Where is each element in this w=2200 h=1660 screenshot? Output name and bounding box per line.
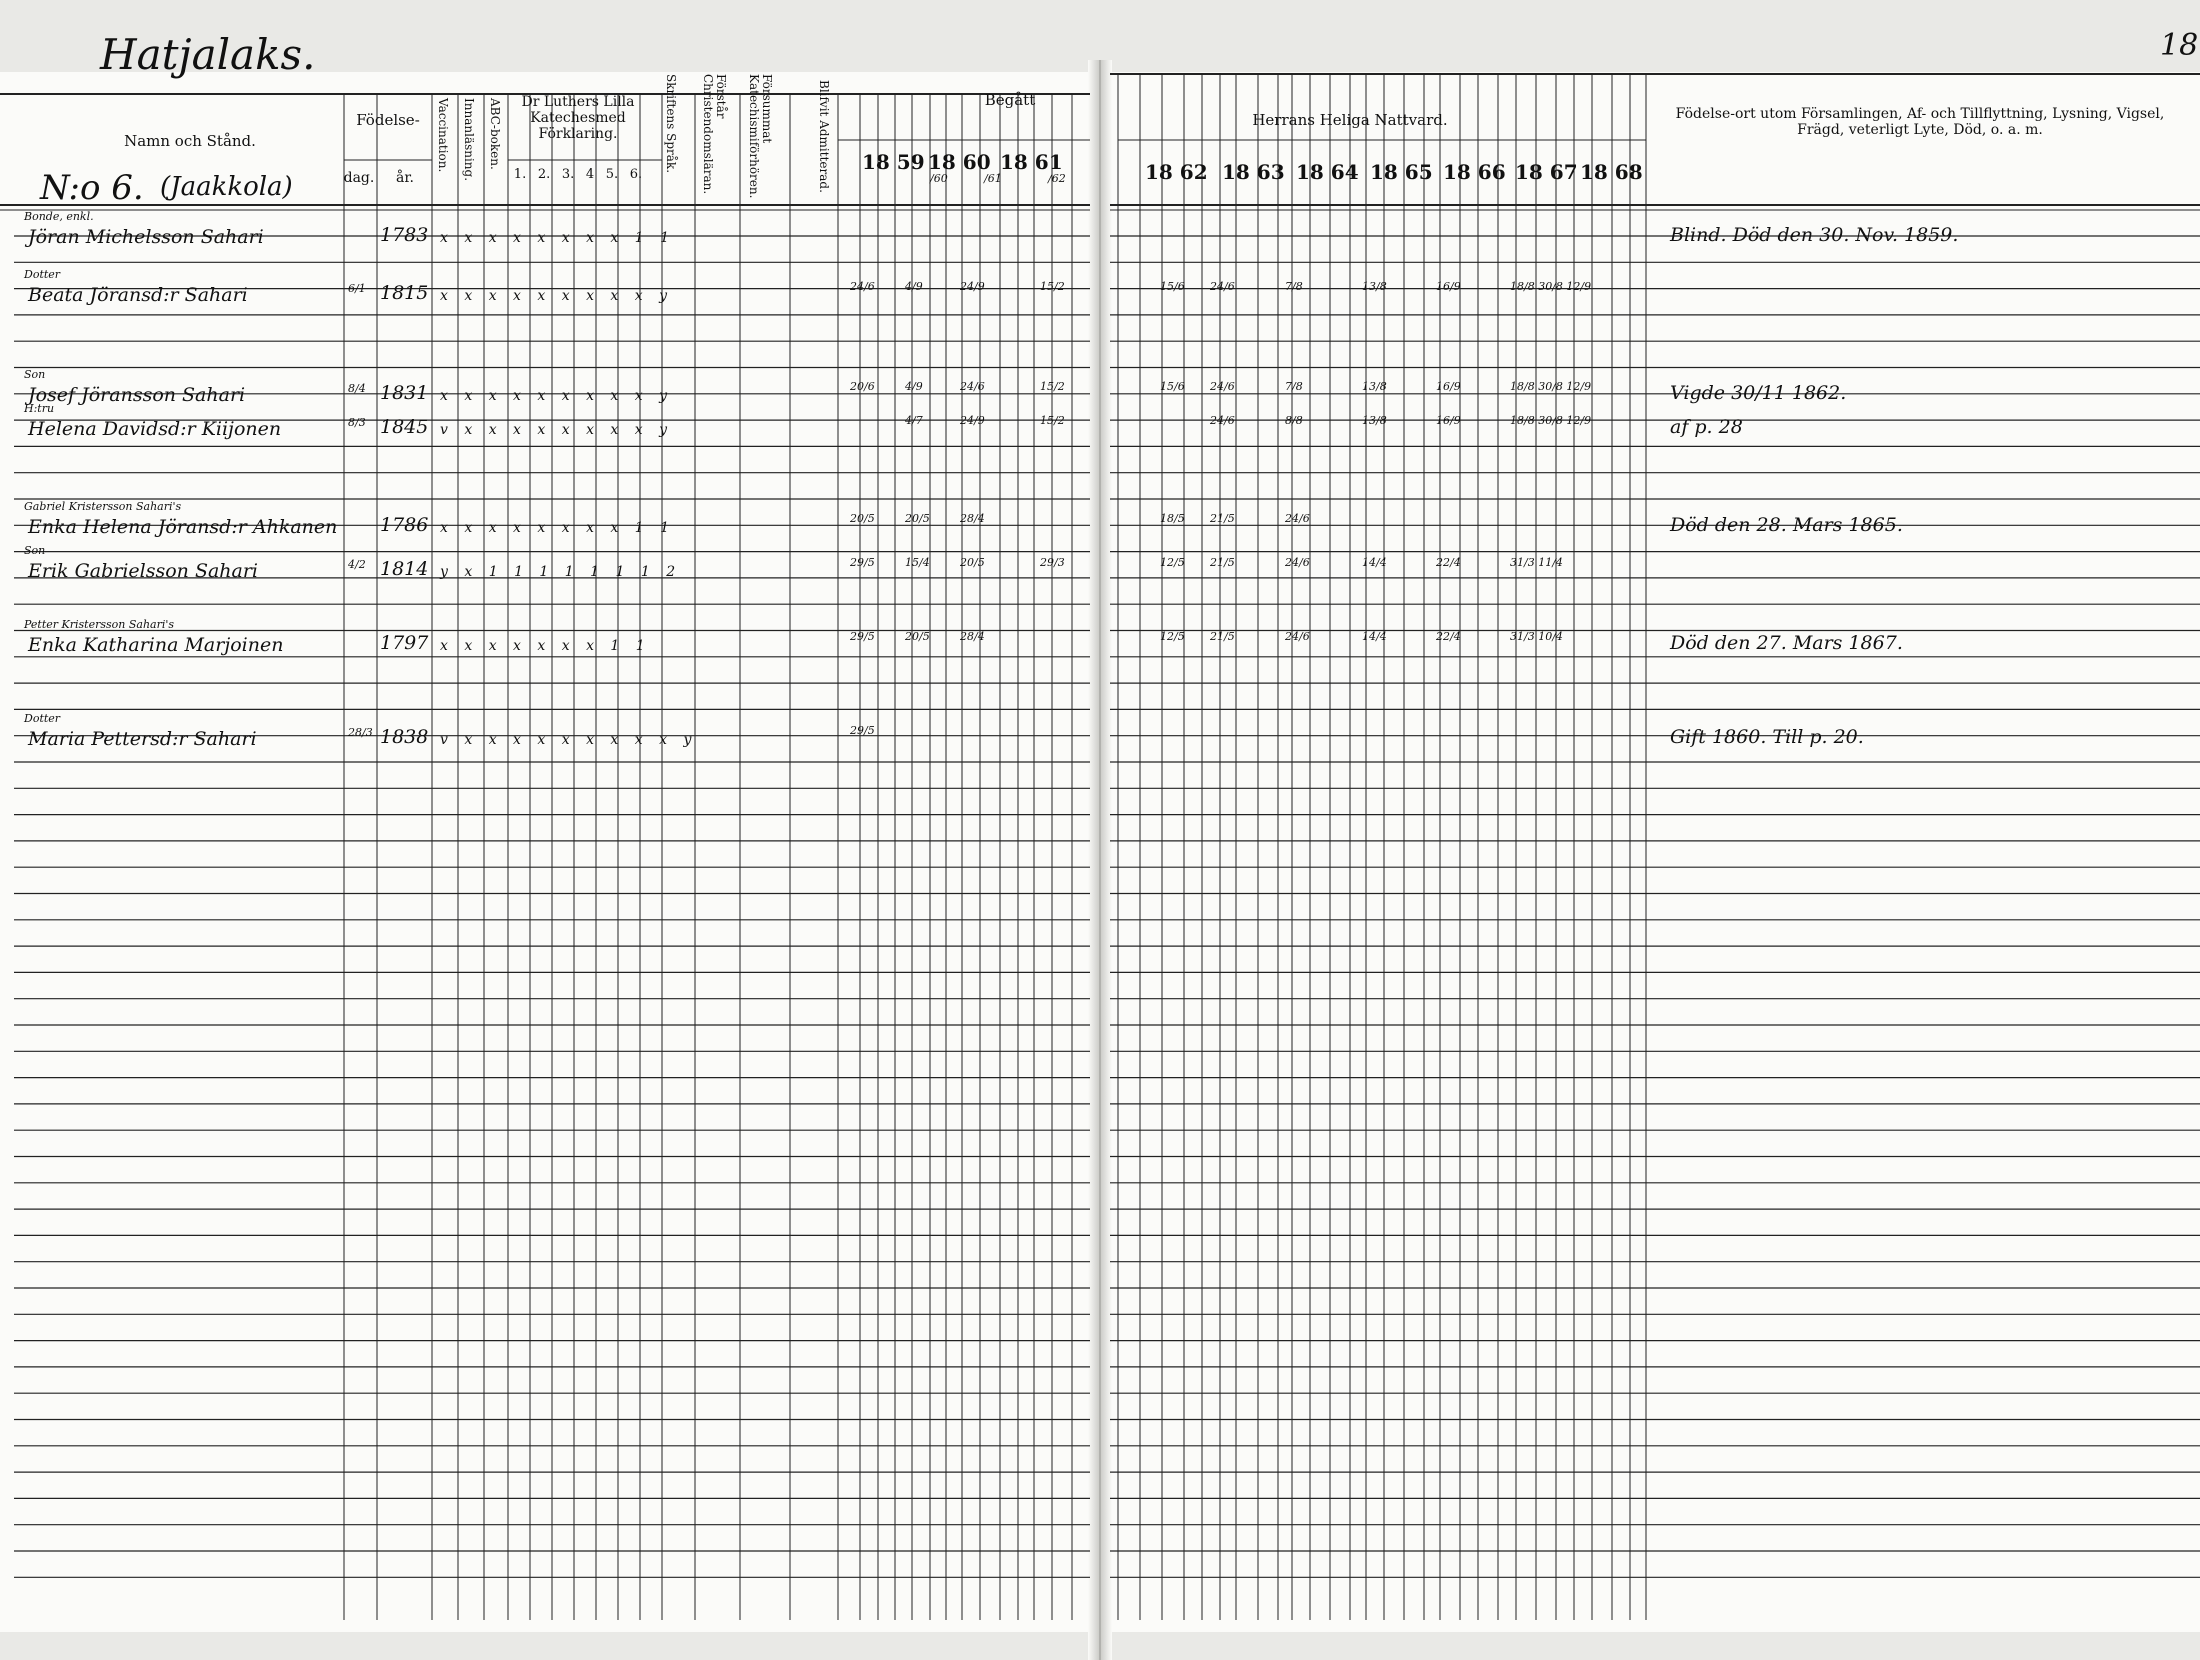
communion-date: 16/9 — [1436, 414, 1461, 427]
communion-date: 13/8 — [1362, 414, 1387, 427]
person-name: Enka Helena Jöransd:r Ahkanen — [28, 516, 338, 538]
communion-date: 16/9 — [1436, 380, 1461, 393]
communion-date: 18/5 — [1160, 512, 1185, 525]
communion-date: 24/6 — [1210, 414, 1235, 427]
year-1859: 18 59 — [862, 150, 925, 174]
header-admitted: Blifvit Admitterad. — [817, 80, 831, 193]
person-birth-year: 1845 — [380, 416, 429, 438]
header-name: Namn och Stånd. — [124, 132, 256, 150]
person-role: Petter Kristersson Sahari's — [24, 618, 175, 631]
communion-date: 8/8 — [1285, 414, 1303, 427]
year-1868: 18 68 — [1580, 160, 1643, 184]
person-birth-day: 28/3 — [348, 726, 373, 739]
communion-date: 13/8 — [1362, 280, 1387, 293]
person-remark: Vigde 30/11 1862. — [1670, 382, 1847, 404]
person-name: Josef Jöransson Sahari — [28, 384, 246, 406]
communion-date: 20/5 — [905, 630, 930, 643]
catechism-parts — [508, 168, 648, 183]
communion-date: 20/6 — [850, 380, 875, 393]
communion-date: 4/7 — [905, 414, 923, 427]
communion-date: 15/2 — [1040, 414, 1065, 427]
year-1867: 18 67 — [1515, 160, 1578, 184]
person-marks: x x x x x x x x x y — [440, 288, 674, 304]
communion-date: 15/2 — [1040, 280, 1065, 293]
communion-date: 7/8 — [1285, 380, 1303, 393]
communion-date: 15/6 — [1160, 380, 1185, 393]
communion-date: 15/4 — [905, 556, 930, 569]
header-abc: ABC-boken. — [488, 98, 503, 170]
cat-part-3: 3. — [561, 167, 575, 182]
communion-date: 24/9 — [960, 280, 985, 293]
person-marks: x x x x x x x x x y — [440, 388, 674, 404]
header-scripture: Skriftens Språk. — [664, 74, 679, 174]
communion-date: 20/5 — [905, 512, 930, 525]
communion-date: 24/6 — [1210, 380, 1235, 393]
person-birth-day: 8/4 — [348, 382, 366, 395]
cat-part-5: 5. — [605, 167, 619, 182]
year-1862: 18 62 — [1145, 160, 1208, 184]
person-name: Beata Jöransd:r Sahari — [28, 284, 248, 306]
year-1864: 18 64 — [1296, 160, 1359, 184]
cat-part-1: 1. — [513, 167, 527, 182]
communion-date: 24/6 — [960, 380, 985, 393]
communion-date: 12/5 — [1160, 630, 1185, 643]
person-birth-year: 1797 — [380, 632, 429, 654]
person-name: Erik Gabrielsson Sahari — [28, 560, 259, 582]
cat-part-4: 4 — [585, 167, 595, 182]
communion-date: 29/5 — [850, 630, 875, 643]
communion-date: 31/3 10/4 — [1510, 630, 1563, 643]
person-marks: v x x x x x x x x x y — [440, 732, 698, 748]
header-doctrine: Förstår Christendomsläran. — [700, 74, 728, 195]
communion-date: 15/2 — [1040, 380, 1065, 393]
person-remark: Död den 27. Mars 1867. — [1670, 632, 1903, 654]
header-communion: Herrans Heliga Nattvard. — [1252, 111, 1448, 129]
communion-date: 18/8 30/8 12/9 — [1510, 414, 1592, 427]
header-birth-day: dag. — [343, 170, 375, 186]
person-role: Dotter — [24, 268, 61, 281]
person-role: Son — [24, 368, 46, 381]
cat-part-2: 2. — [537, 167, 551, 182]
person-remark: Död den 28. Mars 1865. — [1670, 514, 1903, 536]
communion-date: 16/9 — [1436, 280, 1461, 293]
person-role: Dotter — [24, 712, 61, 725]
communion-date: 29/3 — [1040, 556, 1065, 569]
communion-date: 24/9 — [960, 414, 985, 427]
header-birth-year: år. — [396, 170, 414, 186]
communion-date: 31/3 11/4 — [1510, 556, 1563, 569]
person-birth-day: 4/2 — [348, 558, 366, 571]
communion-date: 4/9 — [905, 280, 923, 293]
person-birth-year: 1814 — [380, 558, 429, 580]
communion-date: 24/6 — [850, 280, 875, 293]
communion-date: 21/5 — [1210, 512, 1235, 525]
communion-date: 12/5 — [1160, 556, 1185, 569]
communion-date: 24/6 — [1210, 280, 1235, 293]
person-role: Gabriel Kristersson Sahari's — [24, 500, 182, 513]
person-marks: y x 1 1 1 1 1 1 1 2 — [440, 564, 682, 580]
person-birth-year: 1831 — [380, 382, 429, 404]
year-1863: 18 63 — [1222, 160, 1285, 184]
header-remarks: Födelse-ort utom Församlingen, Af- och Tillflyttning, Lysning, Vigsel, Frägd, veterligt Lyte, Död, o. a. m. — [1675, 106, 2165, 139]
header-begatt: Begått — [984, 91, 1036, 109]
person-name: Enka Katharina Marjoinen — [28, 634, 284, 656]
header-vaccination: Vaccination. — [436, 98, 451, 173]
person-name: Jöran Michelsson Sahari — [28, 226, 264, 248]
person-marks: x x x x x x x 1 1 — [440, 638, 651, 654]
communion-date: 24/6 — [1285, 512, 1310, 525]
communion-date: 18/8 30/8 12/9 — [1510, 380, 1592, 393]
communion-date: 4/9 — [905, 380, 923, 393]
person-marks: x x x x x x x x 1 1 — [440, 230, 676, 246]
communion-date: 28/4 — [960, 630, 985, 643]
person-remark: Gift 1860. Till p. 20. — [1670, 726, 1864, 748]
communion-date: 28/4 — [960, 512, 985, 525]
communion-date: 13/8 — [1362, 380, 1387, 393]
person-birth-year: 1815 — [380, 282, 429, 304]
person-birth-year: 1783 — [380, 224, 429, 246]
year-1861-sub: /62 — [1048, 172, 1066, 185]
communion-date: 18/8 30/8 12/9 — [1510, 280, 1592, 293]
person-remark: Blind. Död den 30. Nov. 1859. — [1670, 224, 1959, 246]
person-birth-day: 8/3 — [348, 416, 366, 429]
communion-date: 7/8 — [1285, 280, 1303, 293]
person-name: Helena Davidsd:r Kiijonen — [28, 418, 282, 440]
communion-date: 20/5 — [850, 512, 875, 525]
person-remark: af p. 28 — [1670, 416, 1743, 438]
person-birth-day: 6/1 — [348, 282, 366, 295]
person-birth-year: 1838 — [380, 726, 429, 748]
communion-date: 22/4 — [1436, 630, 1461, 643]
communion-date: 29/5 — [850, 556, 875, 569]
communion-date: 22/4 — [1436, 556, 1461, 569]
communion-date: 24/6 — [1285, 556, 1310, 569]
person-role: Son — [24, 544, 46, 557]
year-1866: 18 66 — [1443, 160, 1506, 184]
header-birth: Födelse- — [356, 111, 420, 129]
homestead-name: (Jaakkola) — [160, 172, 293, 202]
parish-name: Hatjalaks. — [100, 30, 316, 79]
communion-date: 20/5 — [960, 556, 985, 569]
communion-date: 21/5 — [1210, 630, 1235, 643]
person-marks: v x x x x x x x x y — [440, 422, 674, 438]
communion-date: 21/5 — [1210, 556, 1235, 569]
cat-part-6: 6. — [629, 167, 643, 182]
communion-date: 14/4 — [1362, 630, 1387, 643]
communion-date: 14/4 — [1362, 556, 1387, 569]
communion-date: 24/6 — [1285, 630, 1310, 643]
person-role: H:tru — [24, 402, 55, 415]
header-catechism: Dr Luthers Lilla Katechesmed Förklaring. — [521, 94, 635, 143]
year-1865: 18 65 — [1370, 160, 1433, 184]
communion-date: 15/6 — [1160, 280, 1185, 293]
year-1861: 18 61 — [1000, 150, 1063, 174]
communion-date: 29/5 — [850, 724, 875, 737]
person-role: Bonde, enkl. — [24, 210, 94, 223]
household-number: N:o 6. — [40, 168, 144, 208]
year-1860-sub: /61 — [984, 172, 1002, 185]
year-1860: 18 60 — [928, 150, 991, 174]
header-missed-catechism: Försummat Katechismiförhören. — [746, 74, 774, 199]
page-number: 18 — [2160, 28, 2199, 63]
header-reading: Innanläsning. — [462, 98, 477, 182]
person-name: Maria Pettersd:r Sahari — [28, 728, 257, 750]
person-birth-year: 1786 — [380, 514, 429, 536]
year-1859-sub: /60 — [930, 172, 948, 185]
person-marks: x x x x x x x x 1 1 — [440, 520, 676, 536]
